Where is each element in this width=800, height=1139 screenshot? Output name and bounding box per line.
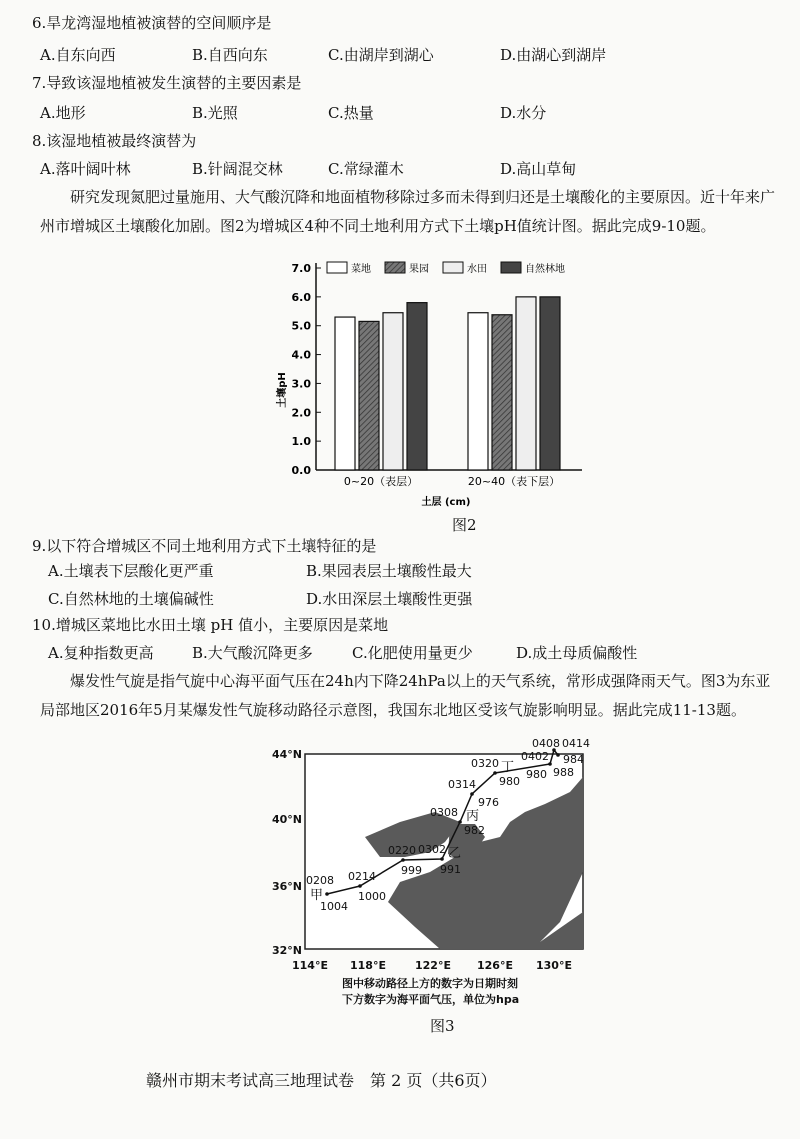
track-point [493,771,497,775]
track-point [401,858,405,862]
track-point [325,892,329,896]
paragraph-explosive-cyclone: 爆发性气旋是指气旋中心海平面气压在24h内下降24hPa以上的天气系统，常形成强降雨天气。图3为东亚局部地区2016年5月某爆发性气旋移动路径示意图，我国东北地区受该气旋影响明显。据此完成11-13题。 [40,672,771,719]
x-category-label: 20~40（表下层） [467,475,561,488]
bar-菜地 [335,317,355,470]
bar-果园 [359,321,379,470]
q9-option-b: B.果园表层土壤酸性最大 [306,562,472,580]
track-pressure-label: 976 [478,796,499,809]
track-pressure-label: 980 [526,768,547,781]
q9-option-c: C.自然林地的土壤偏碱性 [48,590,214,608]
q9-stem: 9.以下符合增城区不同土地利用方式下土壤特征的是 [32,537,377,555]
lat-label: 32°N [272,944,303,957]
track-point [470,792,474,796]
track-pressure-label: 1000 [358,890,386,903]
track-pressure-label: 982 [464,824,485,837]
x-category-label: 0~20（表层） [343,475,419,488]
map-note-2: 下方数字为海平面气压，单位为hpa [342,993,520,1006]
legend-swatch [327,262,347,273]
q7-option-d: D.水分 [500,104,547,122]
figure-2-caption: 图2 [452,516,477,534]
legend-label: 水田 [467,264,487,275]
y-tick-label: 0.0 [291,464,311,477]
y-tick-label: 6.0 [291,290,311,304]
legend-swatch [501,262,521,273]
q9-option-d: D.水田深层土壤酸性更强 [306,590,473,608]
y-tick-label: 5.0 [291,319,311,333]
track-time-label: 0320 [471,757,499,770]
bar-自然林地 [407,303,427,470]
q6-option-a: A.自东向西 [40,46,116,64]
legend-label: 菜地 [351,264,371,275]
lon-label: 122°E [415,959,451,972]
track-time-label: 0402 [521,750,549,763]
track-time-label: 0214 [348,870,376,883]
lon-label: 114°E [292,959,328,972]
legend-swatch [385,262,405,273]
lon-label: 126°E [477,959,513,972]
q10-option-a: A.复种指数更高 [48,644,154,662]
lat-label: 36°N [272,880,303,893]
lon-label: 118°E [350,959,386,972]
lat-label: 40°N [272,813,303,826]
q6-option-b: B.自西向东 [192,46,268,64]
q8-option-d: D.高山草甸 [500,160,577,178]
cyclone-track-map [270,732,600,1017]
track-point-name: 丙 [466,809,480,824]
track-time-label: 0414 [562,737,590,750]
track-time-label: 0314 [448,778,476,791]
track-time-label: 0408 [532,737,560,750]
track-time-label: 0308 [430,806,458,819]
q8-option-a: A.落叶阔叶林 [40,160,131,178]
track-pressure-label: 980 [499,775,520,788]
q7-stem: 7.导致该湿地植被发生演替的主要因素是 [32,74,302,92]
q8-option-c: C.常绿灌木 [328,160,404,178]
bar-自然林地 [540,297,560,470]
q6-option-c: C.由湖岸到湖心 [328,46,434,64]
bar-水田 [516,297,536,470]
q10-option-c: C.化肥使用量更少 [352,644,473,662]
q7-option-a: A.地形 [40,104,86,122]
q10-option-b: B.大气酸沉降更多 [192,644,313,662]
bar-菜地 [468,313,488,470]
q6-stem: 6.旱龙湾湿地植被演替的空间顺序是 [32,14,272,32]
bar-果园 [492,315,512,470]
y-tick-label: 4.0 [291,348,311,362]
track-pressure-label: 991 [440,863,461,876]
y-tick-label: 2.0 [291,406,311,420]
track-time-label: 0208 [306,874,334,887]
y-tick-label: 3.0 [291,377,311,391]
q9-option-a: A.土壤表下层酸化更严重 [48,562,214,580]
map-note-1: 图中移动路径上方的数字为日期时刻 [342,977,518,990]
lon-label: 130°E [536,959,572,972]
track-point [358,884,362,888]
x-axis-title: 土层 (cm) [421,497,471,508]
track-time-label: 0302 [418,843,446,856]
track-pressure-label: 984 [563,753,584,766]
q8-stem: 8.该湿地植被最终演替为 [32,132,197,150]
track-point-name: 丁 [501,760,515,775]
legend-label: 果园 [409,264,429,275]
legend-label: 自然林地 [525,264,565,275]
track-point-name: 乙 [448,846,462,861]
soil-ph-bar-chart [270,250,600,512]
y-tick-label: 1.0 [291,435,311,449]
bar-水田 [383,313,403,470]
track-pressure-label: 999 [401,864,422,877]
legend-swatch [443,262,463,273]
track-pressure-label: 988 [553,766,574,779]
lat-label: 44°N [272,748,303,761]
track-point [440,857,444,861]
q10-option-d: D.成土母质偏酸性 [516,644,638,662]
track-pressure-label: 1004 [320,900,348,913]
q10-stem: 10.增城区菜地比水田土壤 pH 值小，主要原因是菜地 [32,616,389,634]
track-point [458,820,462,824]
page-footer: 赣州市期末考试高三地理试卷 第 2 页（共6页） [146,1071,497,1090]
paragraph-soil-acidification: 研究发现氮肥过量施用、大气酸沉降和地面植物移除过多而未得到归还是土壤酸化的主要原因。近十年来广州市增城区土壤酸化加剧。图2为增城区4种不同土地利用方式下土壤pH值统计图。据此完成9-10题。 [40,188,776,235]
track-point [556,753,560,757]
figure-3-caption: 图3 [430,1017,455,1035]
q7-option-c: C.热量 [328,104,374,122]
q8-option-b: B.针阔混交林 [192,160,283,178]
y-axis-title: 土壤pH [277,372,288,408]
track-time-label: 0220 [388,844,416,857]
q7-option-b: B.光照 [192,104,238,122]
track-point-name: 甲 [310,888,324,903]
q6-option-d: D.由湖心到湖岸 [500,46,607,64]
y-tick-label: 7.0 [291,262,311,275]
